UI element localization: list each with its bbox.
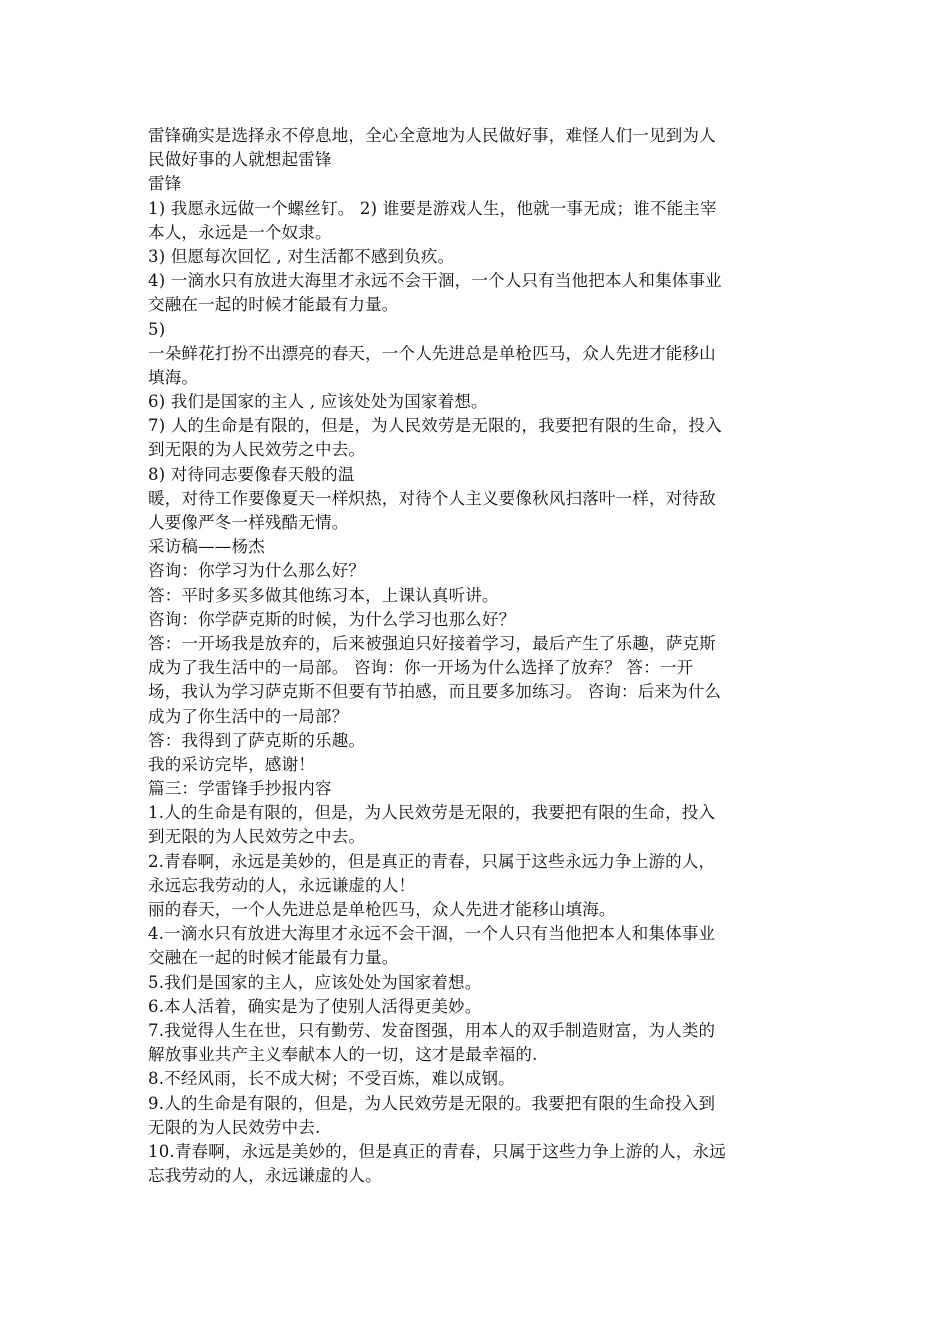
text-line: 忘我劳动的人，永远谦虚的人。 [148, 1166, 382, 1186]
text-line: 答：平时多买多做其他练习本，上课认真听讲。 [148, 585, 499, 605]
text-line: 无限的为人民效劳中去. [148, 1117, 321, 1137]
text-line: 交融在一起的时候才能最有力量。 [148, 295, 399, 315]
text-line: 8.不经风雨，长不成大树；不受百炼，难以成钢。 [148, 1069, 515, 1089]
text-line: 填海。 [148, 367, 199, 387]
text-line: 丽的春天，一个人先进总是单枪匹马，众人先进才能移山填海。 [148, 900, 616, 919]
section-heading: 雷锋 [148, 174, 182, 194]
text-line: 到无限的为人民效劳之中去。 [148, 440, 366, 460]
text-line: 10.青春啊，永远是美妙的，但是真正的青春，只属于这些力争上游的人，永远 [148, 1141, 726, 1161]
text-line: 5.我们是国家的主人，应该处处为国家着想。 [148, 972, 482, 992]
document-body [148, 124, 808, 1188]
text-line: 8) 对待同志要像春天般的温 [148, 464, 355, 484]
text-line: 咨询：你学习为什么那么好？ [148, 561, 366, 581]
section-heading: 篇三：学雷锋手抄报内容 [148, 779, 332, 799]
text-line: 暖，对待工作要像夏天一样炽热，对待个人主义要像秋风扫落叶一样，对待敌 [148, 488, 716, 508]
text-line: 9.人的生命是有限的，但是，为人民效劳是无限的。我要把有限的生命投入到 [148, 1093, 716, 1113]
text-line: 雷锋确实是选择永不停息地，全心全意地为人民做好事，难怪人们一见到为人 [148, 126, 716, 145]
text-line: 我的采访完毕，感谢！ [148, 754, 315, 774]
text-line: 6.本人活着，确实是为了使别人活得更美妙。 [148, 996, 482, 1016]
text-line: 解放事业共产主义奉献本人的一切，这才是最幸福的. [148, 1045, 538, 1065]
section-heading: 采访稿——杨杰 [148, 537, 265, 557]
text-line: 场，我认为学习萨克斯不但要有节拍感，而且要多加练习。 咨询：后来为什么 [148, 682, 722, 702]
text-line: 4.一滴水只有放进大海里才永远不会干涸，一个人只有当他把本人和集体事业 [148, 924, 716, 944]
text-line: 1) 我愿永远做一个螺丝钉。 2) 谁要是游戏人生，他就一事无成；谁不能主宰 [148, 198, 717, 218]
text-line: 一朵鲜花打扮不出漂亮的春天，一个人先进总是单枪匹马，众人先进才能移山 [148, 343, 716, 363]
text-line: 2.青春啊，永远是美妙的，但是真正的青春，只属于这些永远力争上游的人， [148, 851, 716, 871]
text-line: 永远忘我劳动的人，永远谦虚的人！ [148, 875, 416, 895]
text-line: 人要像严冬一样残酷无情。 [148, 513, 349, 532]
text-line: 1.人的生命是有限的，但是，为人民效劳是无限的，我要把有限的生命，投入 [148, 803, 716, 823]
text-line: 答：我得到了萨克斯的乐趣。 [148, 730, 366, 750]
text-line: 本人，永远是一个奴隶。 [148, 222, 332, 242]
text-line: 咨询：你学萨克斯的时候，为什么学习也那么好？ [148, 609, 516, 629]
text-line: 4) 一滴水只有放进大海里才永远不会干涸，一个人只有当他把本人和集体事业 [148, 271, 722, 291]
text-line: 到无限的为人民效劳之中去。 [148, 827, 366, 847]
text-line: 5) [148, 319, 166, 339]
text-line: 6) 我们是国家的主人 , 应该处处为国家着想。 [148, 392, 488, 412]
text-line: 3) 但愿每次回忆 , 对生活都不感到负疚。 [148, 246, 455, 266]
text-line: 7.我觉得人生在世，只有勤劳、发奋图强，用本人的双手制造财富，为人类的 [148, 1020, 716, 1040]
text-line: 7) 人的生命是有限的，但是，为人民效劳是无限的，我要把有限的生命，投入 [148, 416, 722, 436]
text-line: 交融在一起的时候才能最有力量。 [148, 948, 399, 968]
text-line: 民做好事的人就想起雷锋 [148, 150, 332, 170]
text-line: 成为了你生活中的一局部？ [148, 706, 349, 726]
text-line: 成为了我生活中的一局部。 咨询：你一开场为什么选择了放弃？ 答：一开 [148, 658, 694, 678]
text-line: 答：一开场我是放弃的，后来被强迫只好接着学习，最后产生了乐趣，萨克斯 [148, 633, 716, 653]
